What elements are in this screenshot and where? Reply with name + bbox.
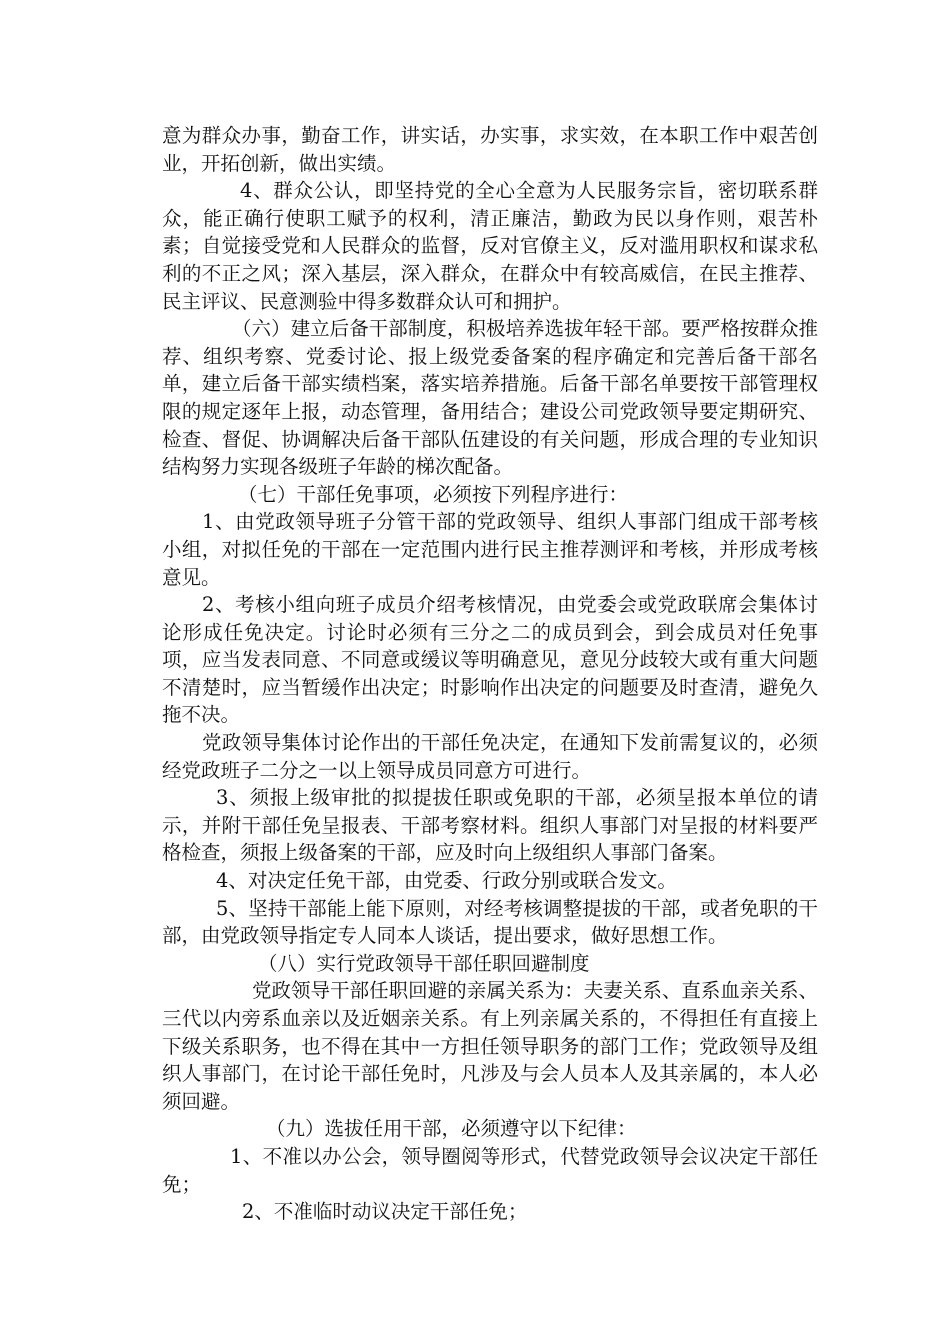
paragraph: 3、须报上级审批的拟提拔任职或免职的干部，必须呈报本单位的请示，并附干部任免呈报表、干部考察材料。组织人事部门对呈报的材料要严格检查，须报上级备案的干部，应及时向上级组织人事部门备案。 — [162, 786, 818, 865]
section-heading: （八）实行党政领导干部任职回避制度 — [258, 951, 590, 975]
paragraph: 党政领导干部任职回避的亲属关系为：夫妻关系、直系血亲关系、三代以内旁系血亲以及近姻亲关系。有上列亲属关系的，不得担任有直接上下级关系职务，也不得在其中一方担任领导职务的部门工作；党政领导及组织人事部门，在讨论干部任免时，凡涉及与会人员本人及其亲属的，本人必须回避。 — [162, 979, 818, 1113]
paragraph: 2、不准临时动议决定干部任免； — [242, 1200, 528, 1224]
paragraph: 意为群众办事，勤奋工作，讲实话，办实事，求实效，在本职工作中艰苦创业，开拓创新，做出实绩。 — [162, 124, 818, 175]
paragraph: 党政领导集体讨论作出的干部任免决定，在通知下发前需复议的，必须经党政班子二分之一以上领导成员同意方可进行。 — [162, 731, 818, 782]
paragraph: 1、不准以办公会，领导圈阅等形式，代替党政领导会议决定干部任免； — [162, 1144, 818, 1196]
paragraph: 2、考核小组向班子成员介绍考核情况，由党委会或党政联席会集体讨论形成任免决定。讨论时必须有三分之二的成员到会，到会成员对任免事项，应当发表同意、不同意或缓议等明确意见，意见分歧较大或有重大问题不清楚时，应当暂缓作出决定；时影响作出决定的问题要及时查清，避免久拖不决。 — [162, 593, 818, 727]
paragraph: 4、对决定任免干部，由党委、行政分别或联合发文。 — [216, 869, 677, 893]
section-heading: （七）干部任免事项，必须按下列程序进行： — [238, 482, 629, 506]
paragraph: 5、坚持干部能上能下原则，对经考核调整提拔的干部，或者免职的干部，由党政领导指定专人同本人谈话，提出要求，做好思想工作。 — [162, 896, 818, 948]
document-body — [162, 122, 818, 1226]
paragraph: 1、由党政领导班子分管干部的党政领导、组织人事部门组成干部考核小组，对拟任免的干部在一定范围内进行民主推荐测评和考核，并形成考核意见。 — [162, 510, 818, 589]
paragraph: 4、群众公认，即坚持党的全心全意为人民服务宗旨，密切联系群众，能正确行使职工赋予的权利，清正廉洁，勤政为民以身作则，艰苦朴素；自觉接受党和人民群众的监督，反对官僚主义，反对滥用职权和谋求私利的不正之风；深入基层，深入群众，在群众中有较高威信，在民主推荐、民主评议、民意测验中得多数群众认可和拥护。 — [162, 179, 818, 313]
paragraph: （六）建立后备干部制度，积极培养选拔年轻干部。要严格按群众推荐、组织考察、党委讨论、报上级党委备案的程序确定和完善后备干部名单，建立后备干部实绩档案，落实培养措施。后备干部名单要按干部管理权限的规定逐年上报，动态管理，备用结合；建设公司党政领导要定期研究、检查、督促、协调解决后备干部队伍建设的有关问题，形成合理的专业知识结构努力实现各级班子年龄的梯次配备。 — [162, 317, 818, 479]
section-heading: （九）选拔任用干部，必须遵守以下纪律： — [266, 1117, 637, 1141]
